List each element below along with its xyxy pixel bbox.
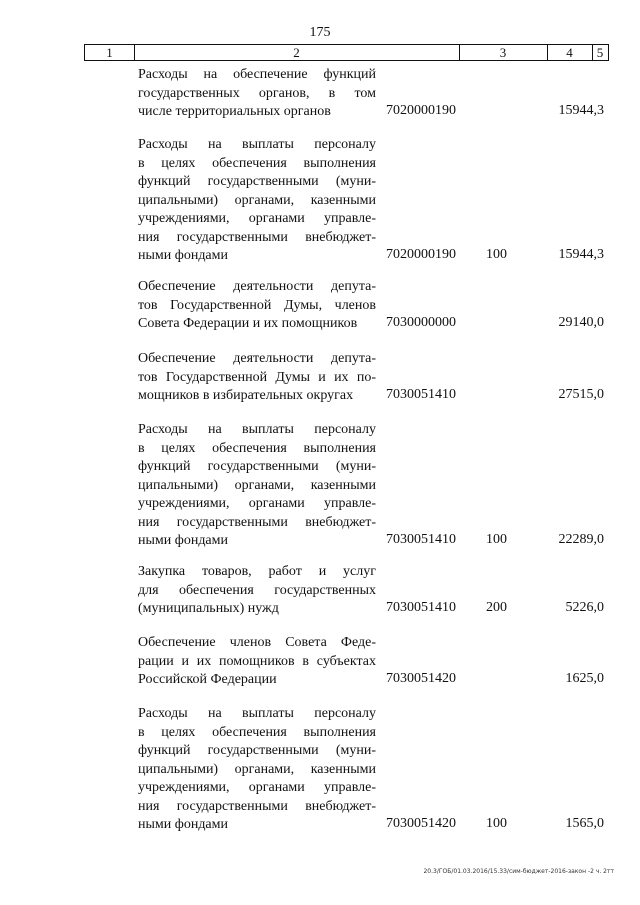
row-code: 7020000190 (386, 103, 456, 118)
description-line: функций государственными (муни- (138, 174, 376, 189)
description-line: функций государственными (муни- (138, 743, 376, 758)
description-line: ципальными) органами, казенными (138, 761, 376, 777)
column-header-4: 4 (547, 45, 593, 60)
description-line: Расходы на выплаты персоналу (138, 706, 376, 721)
row-amount: 15944,3 (558, 103, 604, 118)
row-description (138, 350, 376, 406)
row-description (138, 563, 376, 619)
row-expense-type: 200 (486, 600, 507, 615)
description-line: Расходы на обеспечение функций (138, 67, 376, 82)
description-line: Обеспечение членов Совета Феде- (138, 635, 376, 650)
row-expense-type: 100 (486, 532, 507, 547)
column-header-5: 5 (596, 45, 604, 60)
description-line: мощников в избирательных округах (138, 388, 354, 403)
row-expense-type: 100 (486, 816, 507, 831)
description-line: (муниципальных) нужд (138, 601, 279, 616)
description-line: ципальными) органами, казенными (138, 192, 376, 208)
description-line: Закупка товаров, работ и услуг (138, 564, 376, 579)
column-header-row (84, 44, 609, 61)
row-code: 7030051420 (386, 816, 456, 831)
row-amount: 29140,0 (558, 315, 604, 330)
description-line: в целях обеспечения выполнения (138, 155, 376, 171)
column-header-1: 1 (85, 45, 135, 60)
column-header-3: 3 (459, 45, 548, 60)
description-line: учреждениями, органами управле- (138, 496, 376, 511)
row-amount: 5226,0 (565, 600, 604, 615)
row-expense-type: 100 (486, 247, 507, 262)
description-line: ными фондами (138, 817, 229, 832)
row-code: 7030051410 (386, 600, 456, 615)
row-description (138, 421, 376, 551)
row-description (138, 66, 376, 122)
footer-file-reference: 20.3/ГОБ/01.03.2016/15.33/сим-бюджет-2016-закон -2 ч. 2тт (423, 868, 614, 875)
row-description (138, 136, 376, 266)
row-code: 7030051410 (386, 532, 456, 547)
description-line: в целях обеспечения выполнения (138, 724, 376, 740)
description-line: Обеспечение деятельности депута- (138, 351, 376, 366)
description-line: ципальными) органами, казенными (138, 477, 376, 493)
page-number: 175 (309, 25, 331, 40)
row-amount: 1565,0 (565, 816, 604, 831)
description-line: рации и их помощников в субъектах (138, 653, 376, 669)
description-line: тов Государственной Думы, членов (138, 297, 376, 313)
description-line: в целях обеспечения выполнения (138, 440, 376, 456)
column-header-2: 2 (134, 45, 460, 60)
row-code: 7030051420 (386, 671, 456, 686)
description-line: для обеспечения государственных (138, 582, 376, 598)
description-line: государственных органов, в том (138, 85, 376, 101)
description-line: функций государственными (муни- (138, 459, 376, 474)
description-line: Расходы на выплаты персоналу (138, 137, 376, 152)
row-amount: 27515,0 (558, 387, 604, 402)
row-amount: 1625,0 (565, 671, 604, 686)
row-description (138, 705, 376, 835)
description-line: учреждениями, органами управле- (138, 211, 376, 226)
row-code: 7030000000 (386, 315, 456, 330)
description-line: ными фондами (138, 248, 229, 263)
row-code: 7030051410 (386, 387, 456, 402)
description-line: учреждениями, органами управле- (138, 780, 376, 795)
description-line: тов Государственной Думы и их по- (138, 369, 376, 385)
row-description (138, 634, 376, 690)
description-line: ния государственными внебюджет- (138, 798, 376, 814)
description-line: Российской Федерации (138, 672, 277, 687)
description-line: числе территориальных органов (138, 104, 331, 119)
description-line: Совета Федерации и их помощников (138, 316, 358, 331)
row-code: 7020000190 (386, 247, 456, 262)
description-line: Расходы на выплаты персоналу (138, 422, 376, 437)
row-description (138, 278, 376, 334)
description-line: ния государственными внебюджет- (138, 229, 376, 245)
row-amount: 15944,3 (558, 247, 604, 262)
description-line: ными фондами (138, 533, 229, 548)
description-line: ния государственными внебюджет- (138, 514, 376, 530)
description-line: Обеспечение деятельности депута- (138, 279, 376, 294)
row-amount: 22289,0 (558, 532, 604, 547)
